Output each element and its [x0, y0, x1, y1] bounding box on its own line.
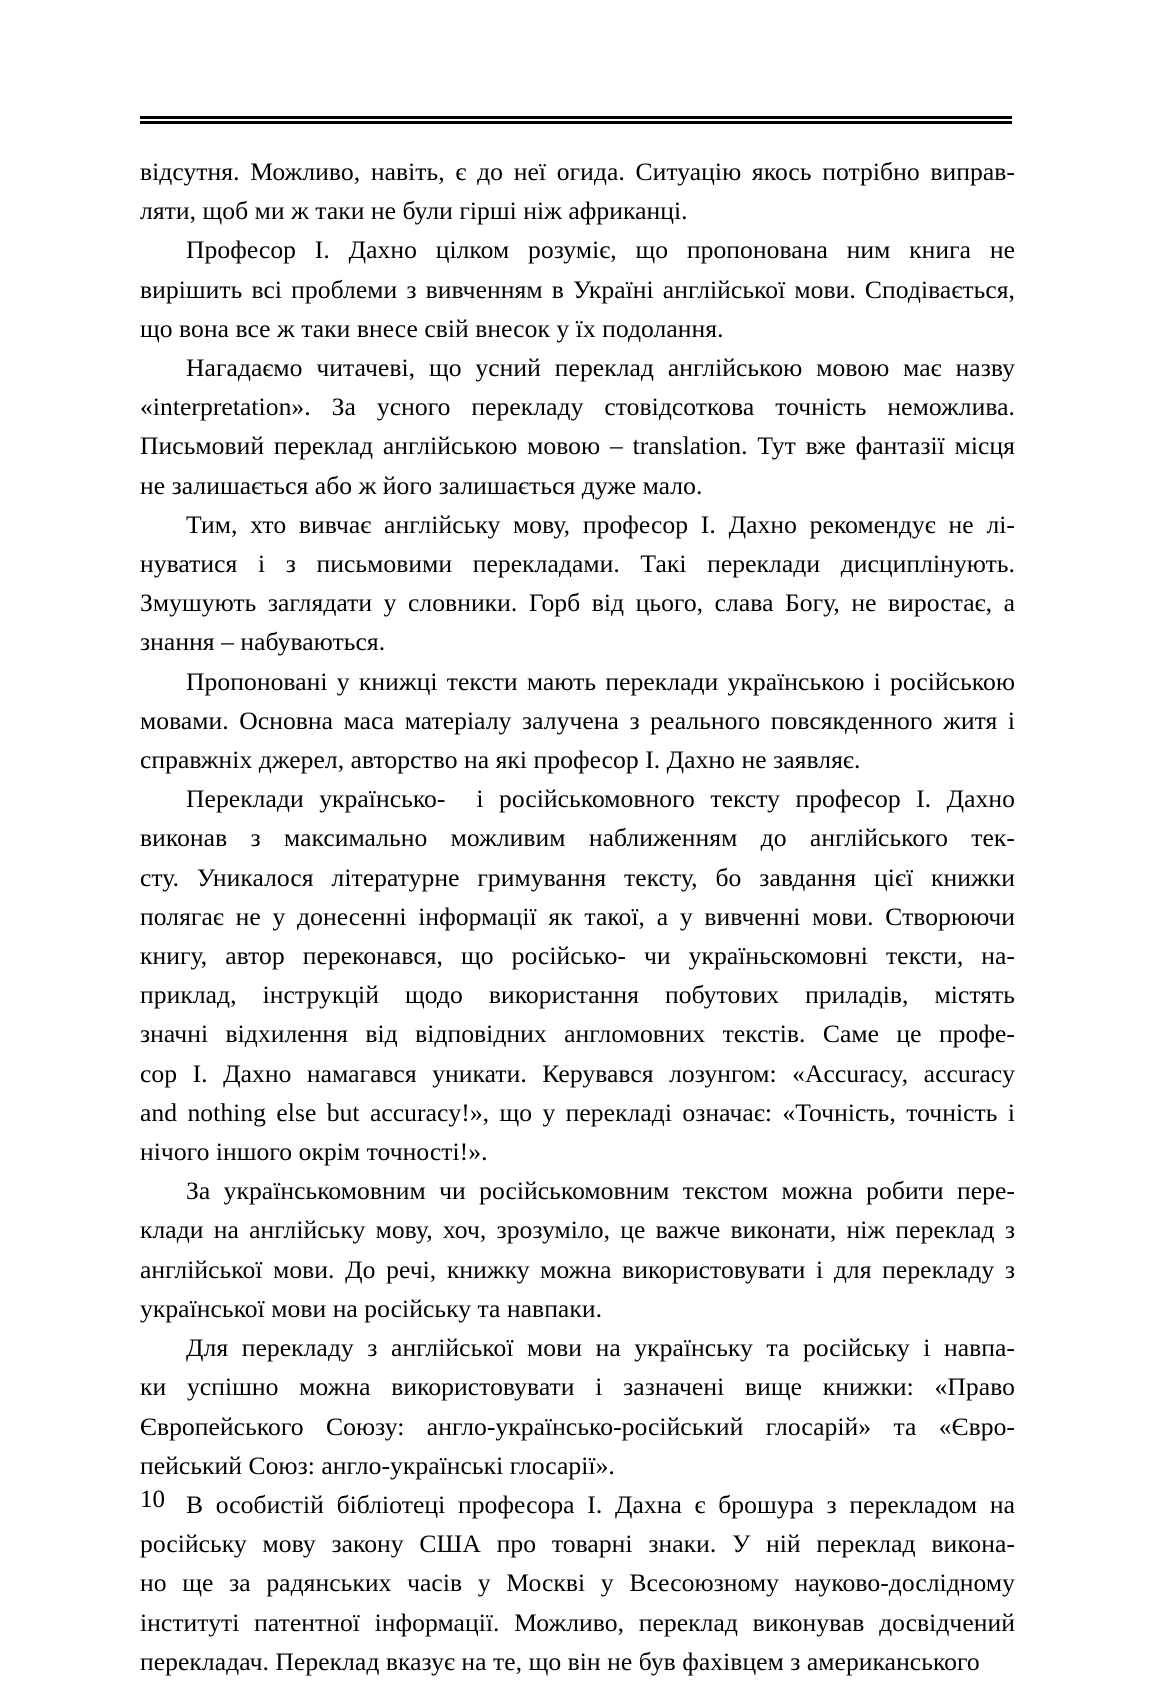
text-line: інституті патентної інформації. Можливо, переклад виконував досвідчений [140, 1607, 1015, 1637]
text-line: що вона все ж таки внесе свій внесок у їх подолання. [140, 313, 724, 343]
text-line: не залишається або ж його залишається дуже мало. [140, 470, 703, 500]
text-line: сту. Уникалося літературне гримування тексту, бо завдання цієї книжки [140, 862, 1015, 892]
text-line: Письмовий переклад англійською мовою – translation. Тут вже фантазії місця [140, 431, 1015, 461]
text-line: клади на англійську мову, хоч, зрозуміло, це важче виконати, ніж переклад з [140, 1215, 1015, 1245]
text-line: книгу, автор переконався, що російсько- чи україньскомовні тексти, на- [140, 941, 1015, 971]
text-line: В особистій бібліотеці професора І. Дахна є брошура з перекладом на [186, 1489, 1015, 1519]
paragraph-4 [140, 505, 1015, 662]
text-line: За українськомовним чи російськомовним текстом можна робити пере- [186, 1176, 1015, 1206]
text-line: значні відхилення від відповідних англомовних текстів. Саме це профе- [140, 1019, 1015, 1049]
text-line: знання – набуваються. [140, 627, 386, 657]
text-line: нуватися і з письмовими перекладами. Такі переклади дисциплінують. [140, 549, 1015, 579]
text-line: російську мову закону США про товарні знаки. У ній переклад викона- [140, 1529, 1015, 1559]
text-line: Європейського Союзу: англо-українсько-російський глосарій» та «Євро- [140, 1411, 1015, 1441]
paragraph-2 [140, 230, 1015, 348]
paragraph-8 [140, 1328, 1015, 1485]
text-line: англійської мови. До речі, книжку можна використовувати і для перекладу з [140, 1254, 1015, 1284]
text-line: приклад, інструкцій щодо використання побутових приладів, містять [140, 980, 1015, 1010]
text-line: справжніх джерел, авторство на які професор І. Дахно не заявляє. [140, 745, 861, 775]
paragraph-1 [140, 152, 1015, 230]
text-line: ляти, щоб ми ж таки не були гірші ніж африканці. [140, 196, 688, 226]
paragraph-5 [140, 662, 1015, 780]
text-line: сор І. Дахно намагався уникати. Керувався лозунгом: «Accuracy, accuracy [140, 1058, 1015, 1088]
text-line: вирішить всі проблеми з вивченням в Україні англійської мови. Сподівається, [140, 274, 1015, 304]
text-line: Нагадаємо читачеві, що усний переклад англійською мовою має назву [186, 353, 1015, 383]
text-line: нічого іншого окрім точності!». [140, 1137, 488, 1167]
text-line: «interpretation». За усного перекладу стовідсоткова точність неможлива. [140, 392, 1015, 422]
text-line: но ще за радянських часів у Москві у Всесоюзному науково-дослідному [140, 1568, 1015, 1598]
text-line: мовами. Основна маса матеріалу залучена з реального повсякденного житя і [140, 705, 1015, 735]
text-line: Професор І. Дахно цілком розуміє, що пропонована ним книга не [186, 235, 1015, 265]
text-line: перекладач. Переклад вказує на те, що він не був фахівцем з американського [140, 1646, 980, 1676]
paragraph-3 [140, 348, 1015, 505]
text-line: полягає не у донесенні інформації як такої, а у вивченні мови. Створюючи [140, 901, 1015, 931]
paragraph-7 [140, 1171, 1015, 1328]
body-text-column [140, 152, 1015, 1681]
text-line: Пропоновані у книжці тексти мають переклади українською і російською [186, 666, 1015, 696]
page-number: 10 [140, 1486, 165, 1513]
text-line: Тим, хто вивчає англійську мову, професор І. Дахно рекомендує не лі- [186, 509, 1015, 539]
text-line: and nothing else but accuracy!», що у перекладі означає: «Точність, точність і [140, 1097, 1015, 1127]
text-line: Для перекладу з англійської мови на українську та російську і навпа- [186, 1333, 1015, 1363]
text-line: відсутня. Можливо, навіть, є до неї огида. Ситуацію якось потрібно виправ- [140, 157, 1015, 186]
text-line: ки успішно можна використовувати і зазначені вище книжки: «Право [140, 1372, 1015, 1402]
text-line: української мови на російську та навпаки. [140, 1293, 603, 1323]
text-line: виконав з максимально можливим наближенням до англійського тек- [140, 823, 1015, 853]
paragraph-9 [140, 1485, 1015, 1681]
paragraph-6 [140, 779, 1015, 1171]
header-rule-bottom-line [140, 121, 1012, 124]
text-line: Змушують заглядати у словники. Горб від цього, слава Богу, не виростає, а [140, 588, 1015, 618]
text-line: Переклади українсько- і російськомовного тексту професор І. Дахно [186, 784, 1015, 814]
text-line: пейський Союз: англо-українські глосарії». [140, 1450, 615, 1480]
header-double-rule [140, 116, 1012, 126]
